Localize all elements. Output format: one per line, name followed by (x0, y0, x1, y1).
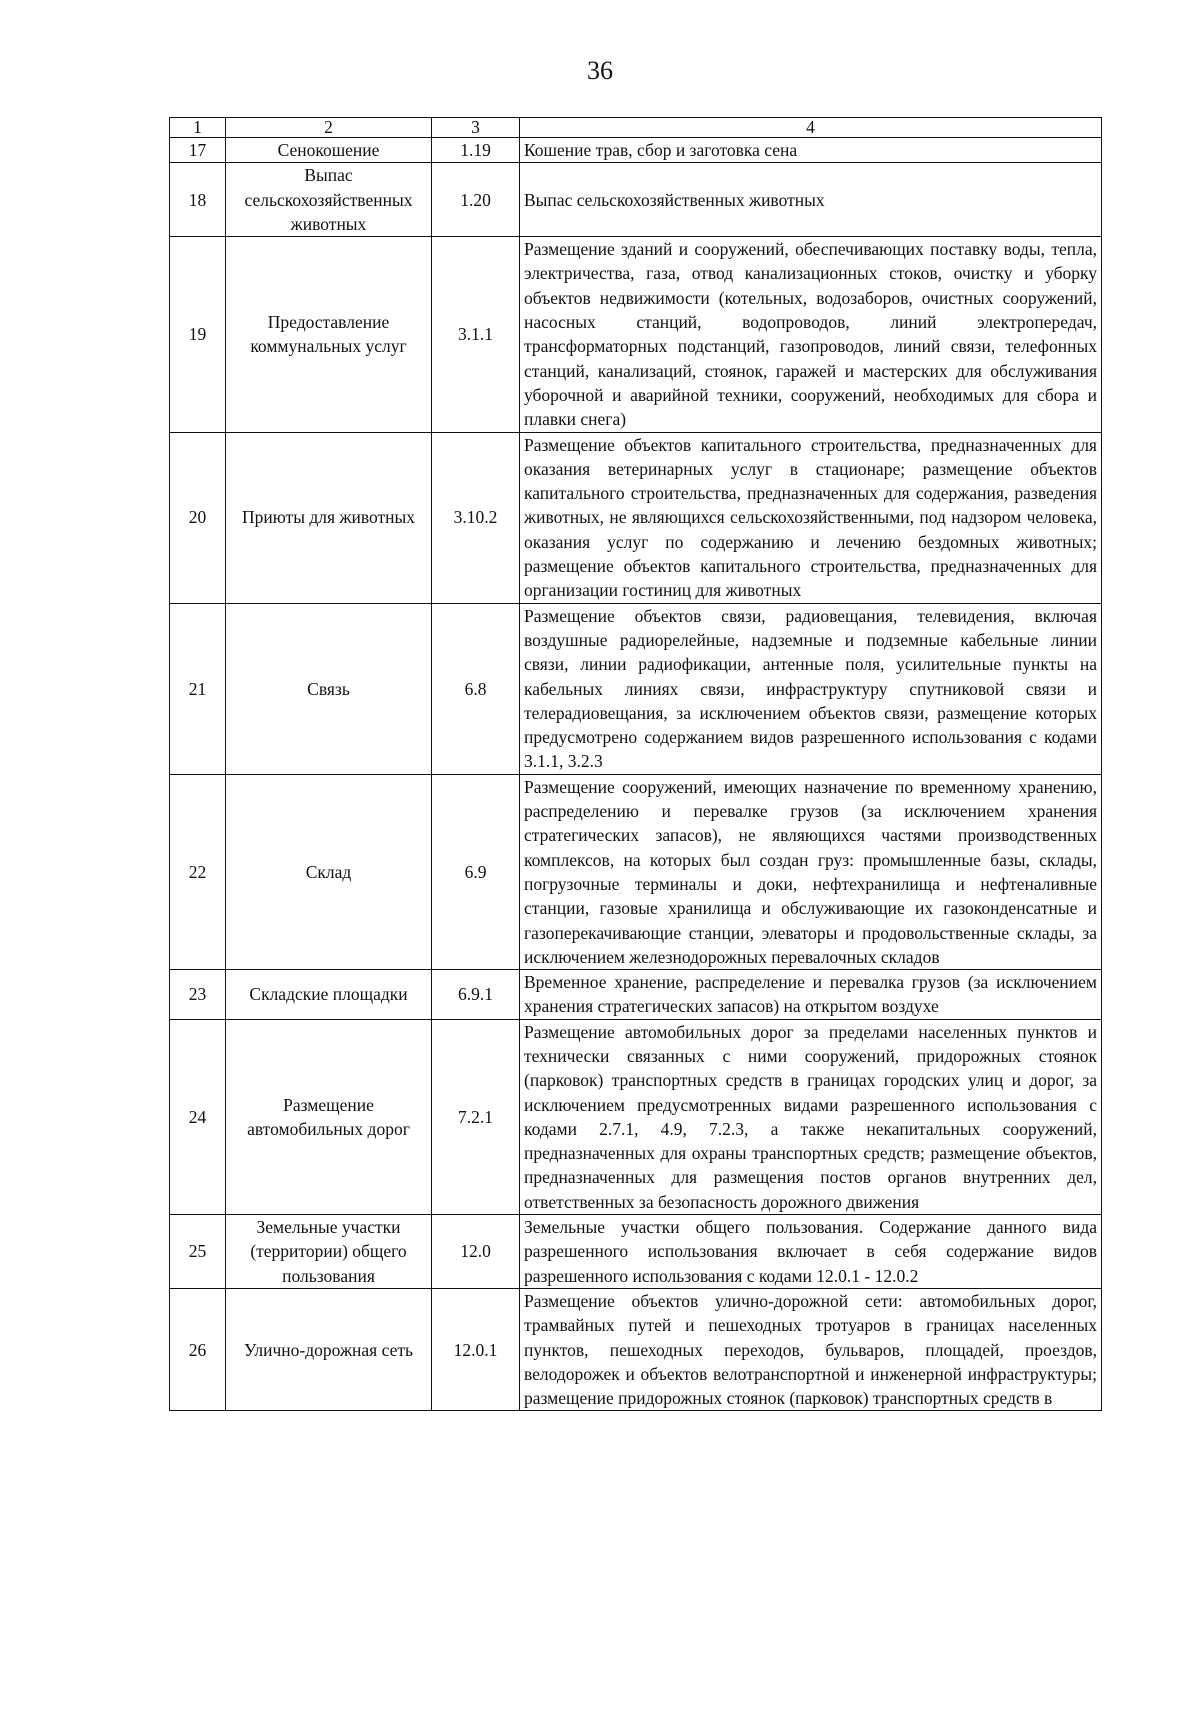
row-number: 25 (170, 1215, 226, 1289)
use-type-name: Земельные участки (территории) общего пользования (226, 1215, 432, 1289)
table-row (170, 1288, 1102, 1410)
use-type-code: 7.2.1 (432, 1019, 520, 1214)
use-type-code: 6.8 (432, 603, 520, 774)
header-cell: 3 (432, 118, 520, 138)
use-type-name: Выпас сельскохозяйственных животных (226, 163, 432, 237)
header-cell: 2 (226, 118, 432, 138)
land-use-table (169, 117, 1102, 1411)
use-type-description: Выпас сельскохозяйственных животных (520, 163, 1102, 237)
table-row (170, 1215, 1102, 1289)
row-number: 17 (170, 138, 226, 163)
use-type-code: 3.10.2 (432, 432, 520, 603)
row-number: 26 (170, 1288, 226, 1410)
use-type-name: Сенокошение (226, 138, 432, 163)
use-type-name: Складские площадки (226, 970, 432, 1020)
row-number: 21 (170, 603, 226, 774)
use-type-code: 6.9.1 (432, 970, 520, 1020)
table-row (170, 163, 1102, 237)
row-number: 19 (170, 237, 226, 432)
use-type-name: Улично-дорожная сеть (226, 1288, 432, 1410)
use-type-description: Размещение сооружений, имеющих назначение по временному хранению, распределению и перевалке грузов (за исключением хранения стратегических запасов), не являющихся частями производственных комплексов, на которых был создан груз: промышленные базы, склады, погрузочные терминалы и доки, нефтехранилища и нефтеналивные станции, газовые хранилища и обслуживающие их газоконденсатные и газоперекачивающие станции, элеваторы и продовольственные склады, за исключением железнодорожных перевалочных складов (520, 774, 1102, 969)
use-type-description: Размещение зданий и сооружений, обеспечивающих поставку воды, тепла, электричества, газа, отвод канализационных стоков, очистку и уборку объектов недвижимости (котельных, водозаборов, очистных сооружений, насосных станций, водопроводов, линий электропередач, трансформаторных подстанций, газопроводов, линий связи, телефонных станций, канализаций, стоянок, гаражей и мастерских для обслуживания уборочной и аварийной техники, сооружений, необходимых для сбора и плавки снега) (520, 237, 1102, 432)
row-number: 24 (170, 1019, 226, 1214)
use-type-description: Кошение трав, сбор и заготовка сена (520, 138, 1102, 163)
header-cell: 4 (520, 118, 1102, 138)
use-type-name: Предоставление коммунальных услуг (226, 237, 432, 432)
use-type-description: Земельные участки общего пользования. Содержание данного вида разрешенного использования включает в себя содержание видов разрешенного использования с кодами 12.0.1 - 12.0.2 (520, 1215, 1102, 1289)
table-row (170, 237, 1102, 432)
use-type-description: Размещение автомобильных дорог за пределами населенных пунктов и технически связанных с ними сооружений, придорожных стоянок (парковок) транспортных средств в границах городских улиц и дорог, за исключением предусмотренных видами разрешенного использования с кодами 2.7.1, 4.9, 7.2.3, а также некапитальных сооружений, предназначенных для охраны транспортных средств; размещение объектов, предназначенных для размещения постов органов внутренних дел, ответственных за безопасность дорожного движения (520, 1019, 1102, 1214)
use-type-code: 12.0.1 (432, 1288, 520, 1410)
use-type-code: 1.20 (432, 163, 520, 237)
table-row (170, 970, 1102, 1020)
use-type-code: 12.0 (432, 1215, 520, 1289)
use-type-description: Временное хранение, распределение и перевалка грузов (за исключением хранения стратегических запасов) на открытом воздухе (520, 970, 1102, 1020)
table-row (170, 774, 1102, 969)
table-header-row (170, 118, 1102, 138)
use-type-description: Размещение объектов связи, радиовещания, телевидения, включая воздушные радиорелейные, надземные и подземные кабельные линии связи, линии радиофикации, антенные поля, усилительные пункты на кабельных линиях связи, инфраструктуру спутниковой связи и телерадиовещания, за исключением объектов связи, размещение которых предусмотрено содержанием видов разрешенного использования с кодами 3.1.1, 3.2.3 (520, 603, 1102, 774)
use-type-code: 6.9 (432, 774, 520, 969)
header-cell: 1 (170, 118, 226, 138)
use-type-name: Связь (226, 603, 432, 774)
use-type-description: Размещение объектов капитального строительства, предназначенных для оказания ветеринарных услуг в стационаре; размещение объектов капитального строительства, предназначенных для содержания, разведения животных, не являющихся сельскохозяйственными, под надзором человека, оказания услуг по содержанию и лечению бездомных животных; размещение объектов капитального строительства, предназначенных для организации гостиниц для животных (520, 432, 1102, 603)
use-type-name: Размещение автомобильных дорог (226, 1019, 432, 1214)
row-number: 22 (170, 774, 226, 969)
row-number: 18 (170, 163, 226, 237)
use-type-name: Склад (226, 774, 432, 969)
row-number: 20 (170, 432, 226, 603)
row-number: 23 (170, 970, 226, 1020)
table-row (170, 603, 1102, 774)
use-type-code: 3.1.1 (432, 237, 520, 432)
use-type-description: Размещение объектов улично-дорожной сети: автомобильных дорог, трамвайных путей и пешеходных тротуаров в границах населенных пунктов, пешеходных переходов, бульваров, площадей, проездов, велодорожек и объектов велотранспортной и инженерной инфраструктуры; размещение придорожных стоянок (парковок) транспортных средств в (520, 1288, 1102, 1410)
use-type-name: Приюты для животных (226, 432, 432, 603)
table-row (170, 138, 1102, 163)
page-number: 36 (587, 56, 613, 85)
use-type-code: 1.19 (432, 138, 520, 163)
table-row (170, 432, 1102, 603)
table-row (170, 1019, 1102, 1214)
